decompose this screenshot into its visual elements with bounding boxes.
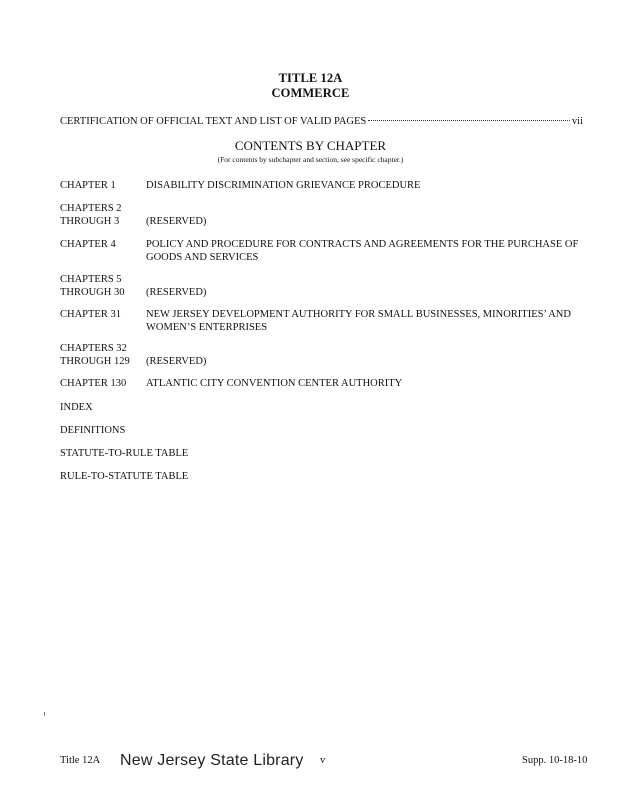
- entry-label-continued: THROUGH 129: [60, 355, 130, 367]
- entry-label-continued: THROUGH 30: [60, 286, 125, 298]
- toc-entry[interactable]: [60, 378, 586, 391]
- page-subtitle: COMMERCE: [271, 86, 350, 100]
- toc-entry-index[interactable]: [60, 402, 93, 415]
- toc-entry-statute-to-rule[interactable]: [60, 448, 188, 461]
- entry-description: DISABILITY DISCRIMINATION GRIEVANCE PROCEDURE: [146, 180, 421, 191]
- page-title: TITLE 12A: [278, 71, 343, 85]
- entry-description: NEW JERSEY DEVELOPMENT AUTHORITY FOR SMALL BUSINESSES, MINORITIES’ AND: [146, 309, 571, 320]
- entry-description: [146, 274, 586, 287]
- entry-description: ATLANTIC CITY CONVENTION CENTER AUTHORITY: [146, 378, 403, 389]
- toc-entry[interactable]: [60, 180, 586, 193]
- contents-title: CONTENTS BY CHAPTER: [234, 138, 387, 153]
- dot-leader: [368, 120, 570, 121]
- entry-label: RULE-TO-STATUTE TABLE: [60, 471, 189, 482]
- entry-description: POLICY AND PROCEDURE FOR CONTRACTS AND AGREEMENTS FOR THE PURCHASE OF: [146, 239, 579, 250]
- entry-label: CHAPTER 1: [60, 180, 116, 191]
- entry-description-continued: WOMEN’S ENTERPRISES: [146, 321, 268, 333]
- entry-description: [146, 343, 586, 356]
- entry-description-continued: (RESERVED): [146, 286, 207, 298]
- library-stamp: New Jersey State Library: [120, 752, 304, 769]
- toc-entry-rule-to-statute[interactable]: [60, 471, 188, 484]
- toc-entry[interactable]: [60, 239, 586, 264]
- entry-label: CHAPTER 31: [60, 309, 121, 320]
- page-footer: [0, 751, 621, 775]
- entry-label: CHAPTER 4: [60, 239, 116, 250]
- toc-entry[interactable]: [60, 203, 586, 228]
- entry-description: [146, 203, 586, 216]
- title-block: [0, 71, 621, 101]
- footer-title: Title 12A: [60, 755, 101, 766]
- entry-description-continued: (RESERVED): [146, 215, 207, 227]
- entry-label: STATUTE-TO-RULE TABLE: [60, 448, 189, 459]
- entry-label: CHAPTERS 2: [60, 203, 122, 214]
- page-number: v: [320, 755, 326, 766]
- certification-line[interactable]: [60, 116, 583, 127]
- entry-label-continued: THROUGH 3: [60, 215, 120, 227]
- entry-label: CHAPTER 130: [60, 378, 127, 389]
- entry-label: CHAPTERS 32: [60, 343, 127, 354]
- entry-label: DEFINITIONS: [60, 425, 126, 436]
- entry-label: CHAPTERS 5: [60, 274, 122, 285]
- entry-description-continued: GOODS AND SERVICES: [146, 251, 259, 263]
- entry-description-continued: (RESERVED): [146, 355, 207, 367]
- certification-text: CERTIFICATION OF OFFICIAL TEXT AND LIST OF VALID PAGES: [60, 116, 367, 127]
- toc-entry[interactable]: [60, 343, 586, 368]
- scan-speck: [44, 712, 45, 716]
- entry-label: INDEX: [60, 402, 93, 413]
- toc-entry-definitions[interactable]: [60, 425, 125, 438]
- contents-note: (For contents by subchapter and section, see specific chapter.): [217, 155, 404, 164]
- toc-entry[interactable]: [60, 309, 586, 334]
- toc-entry[interactable]: [60, 274, 586, 299]
- contents-heading: [0, 138, 621, 165]
- certification-page: vii: [571, 116, 583, 127]
- supplement-date: Supp. 10-18-10: [522, 755, 588, 766]
